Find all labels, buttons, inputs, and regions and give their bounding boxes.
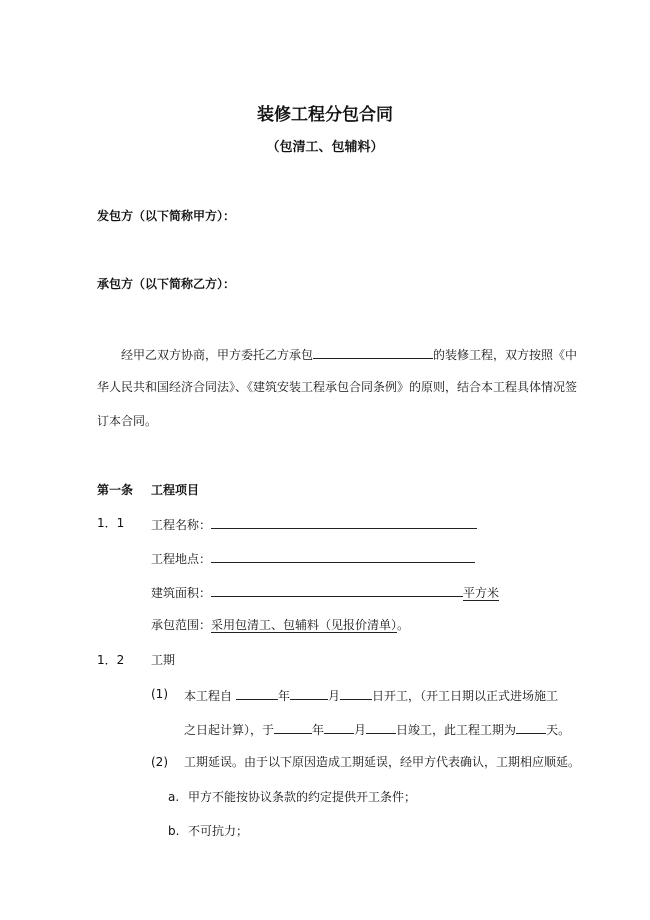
item-1-number: (1): [151, 687, 168, 701]
item-1-start-text: 本工程自: [184, 689, 233, 703]
intro-line-3: 订本合同。: [97, 414, 158, 428]
end-day-text: 日竣工，此工程工期为: [396, 723, 517, 737]
project-location-blank: [211, 549, 475, 563]
sub-item-a-number: a.: [168, 790, 180, 804]
building-area-unit: 平方米: [463, 586, 500, 600]
project-name-row: [151, 515, 477, 533]
start-month-blank: [290, 686, 328, 700]
start-year-blank: [236, 686, 278, 700]
article-1-heading: 工程项目: [151, 483, 200, 497]
item-2-number: (2): [151, 755, 168, 769]
clause-1-2-heading: 工期: [151, 653, 176, 667]
intro-line-1-before: 经甲乙双方协商，甲方委托乙方承包: [121, 348, 314, 362]
scope-end: 。: [397, 618, 410, 632]
start-day-text: 日开工，（开工日期以正式进场施工: [372, 689, 559, 703]
party-a-label: 发包方（以下简称甲方）：: [97, 209, 236, 223]
project-location-label: 工程地点：: [151, 552, 212, 566]
item-1-line-2: [184, 720, 570, 738]
article-1-number: 第一条: [97, 483, 134, 497]
clause-1-2-number: 1．2: [97, 653, 125, 667]
end-month-blank: [324, 720, 354, 734]
intro-line-2: 华人民共和国经济合同法》、《建筑安装工程承包合同条例》的原则，结合本工程具体情况签: [97, 380, 578, 394]
item-2-text: 工期延误。由于以下原因造成工期延误，经甲方代表确认，工期相应顺延。: [184, 755, 581, 769]
start-year-label: 年: [278, 689, 291, 703]
project-name-label: 工程名称：: [151, 518, 212, 532]
building-area-row: [151, 583, 499, 601]
document-subtitle: （包清工、包辅料）: [266, 140, 384, 155]
start-month-label: 月: [328, 689, 341, 703]
intro-line-1: [121, 345, 577, 363]
party-b-label: 承包方（以下简称乙方）：: [97, 277, 236, 291]
project-location-row: [151, 549, 475, 567]
duration-days-unit: 天。: [546, 723, 571, 737]
building-area-label: 建筑面积：: [151, 586, 212, 600]
start-day-blank: [340, 686, 372, 700]
end-day-blank: [366, 720, 396, 734]
sub-item-b-text: 不可抗力；: [188, 824, 249, 838]
document-title: 装修工程分包合同: [257, 105, 393, 125]
scope-value: 采用包清工、包辅料（见报价清单）: [211, 618, 398, 632]
scope-label: 承包范围：: [151, 618, 212, 632]
end-year-blank: [274, 720, 312, 734]
duration-days-blank: [516, 720, 546, 734]
intro-line-1-after: 的装修工程，双方按照《中: [433, 348, 578, 362]
end-year-label: 年: [312, 723, 325, 737]
scope-row: [151, 617, 409, 633]
item-1-line-1: [184, 686, 558, 704]
project-blank: [313, 345, 433, 359]
sub-item-a-text: 甲方不能按协议条款的约定提供开工条件；: [188, 790, 417, 804]
item-1-line-2-start: 之日起计算），于: [184, 723, 275, 737]
building-area-blank: [211, 583, 463, 597]
sub-item-b-number: b.: [168, 824, 180, 838]
clause-1-1-number: 1．1: [97, 516, 125, 530]
project-name-blank: [211, 515, 477, 529]
end-month-label: 月: [354, 723, 367, 737]
